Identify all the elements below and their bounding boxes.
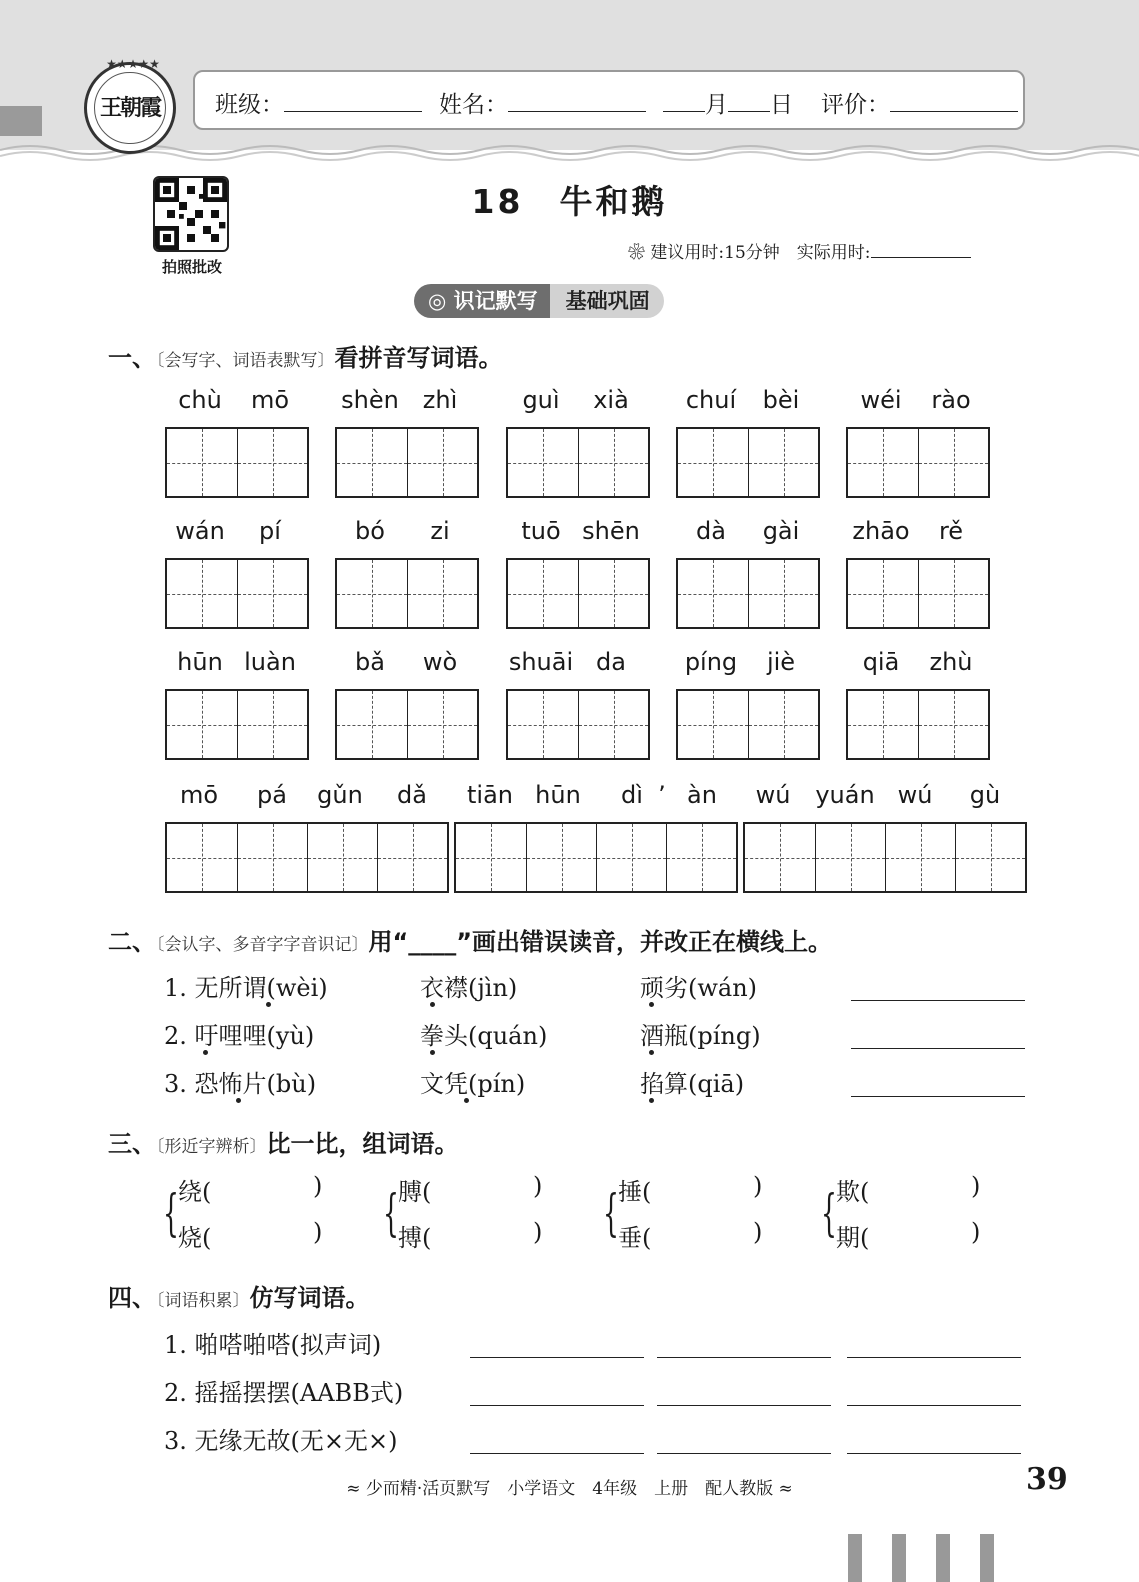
close-paren: ) xyxy=(971,1218,981,1246)
emphasis-dot xyxy=(649,1002,654,1007)
pinyin-syllable: bǎ xyxy=(355,648,385,676)
writing-cell[interactable] xyxy=(456,824,526,891)
answer-line[interactable] xyxy=(657,1357,831,1358)
pinyin-syllable: yuán xyxy=(815,781,875,809)
pinyin-syllable: pá xyxy=(257,781,287,809)
reading-item: 1. 无所谓(wèi) xyxy=(164,974,328,1002)
answer-line[interactable] xyxy=(847,1453,1021,1454)
writing-grid[interactable] xyxy=(846,558,990,629)
writing-cell[interactable] xyxy=(377,824,447,891)
writing-cell[interactable] xyxy=(337,560,407,627)
pinyin-syllable: wò xyxy=(422,648,458,676)
writing-grid-idiom[interactable] xyxy=(743,822,1027,893)
char-compare-item: 烧( xyxy=(178,1224,212,1252)
writing-cell[interactable] xyxy=(237,824,307,891)
answer-line[interactable] xyxy=(847,1405,1021,1406)
pinyin-syllable: zhì xyxy=(422,386,458,414)
char-compare-item: 绕( xyxy=(178,1178,212,1206)
pinyin-syllable: wán xyxy=(175,517,225,545)
close-paren: ) xyxy=(533,1172,543,1200)
writing-cell[interactable] xyxy=(596,824,666,891)
pinyin-syllable: shuāi xyxy=(508,648,574,676)
writing-grid[interactable] xyxy=(335,689,479,760)
writing-grid[interactable] xyxy=(846,427,990,498)
close-paren: ) xyxy=(753,1218,763,1246)
answer-line[interactable] xyxy=(847,1357,1021,1358)
edge-tab xyxy=(0,106,42,136)
writing-cell[interactable] xyxy=(237,691,307,758)
pinyin-syllable: hūn xyxy=(177,648,223,676)
writing-cell[interactable] xyxy=(307,824,377,891)
writing-grid[interactable] xyxy=(506,689,650,760)
char-compare-item: 搏( xyxy=(398,1224,432,1252)
answer-line[interactable] xyxy=(851,1048,1025,1049)
pinyin-syllable: jiè xyxy=(766,648,796,676)
edge-bars xyxy=(848,1534,1018,1582)
reading-item: 掐算(qiā) xyxy=(640,1070,745,1098)
writing-cell[interactable] xyxy=(918,429,988,496)
pinyin-syllable: dà xyxy=(696,517,726,545)
pinyin-syllable: gù xyxy=(969,781,1001,809)
writing-cell[interactable] xyxy=(678,691,748,758)
writing-cell[interactable] xyxy=(167,429,237,496)
writing-cell[interactable] xyxy=(508,429,578,496)
writing-cell[interactable] xyxy=(578,691,648,758)
writing-cell[interactable] xyxy=(918,691,988,758)
writing-cell[interactable] xyxy=(748,429,818,496)
writing-cell[interactable] xyxy=(407,560,477,627)
emphasis-dot xyxy=(430,1050,435,1055)
brace-icon: { xyxy=(383,1184,399,1242)
writing-cell[interactable] xyxy=(526,824,596,891)
close-paren: ) xyxy=(313,1172,323,1200)
stars-icon: ★★★★★ xyxy=(106,57,160,71)
reading-item: 顽劣(wán) xyxy=(640,974,758,1002)
close-paren: ) xyxy=(971,1172,981,1200)
writing-cell[interactable] xyxy=(167,691,237,758)
pinyin-syllable: zhāo xyxy=(852,517,910,545)
time-hint: ❀ 建议用时:15分钟 实际用时: xyxy=(628,238,971,263)
pinyin-syllable: chuí xyxy=(685,386,737,414)
close-paren: ) xyxy=(313,1218,323,1246)
writing-cell[interactable] xyxy=(815,824,885,891)
emphasis-dot xyxy=(203,1050,208,1055)
pinyin-syllable: wéi xyxy=(860,386,902,414)
writing-cell[interactable] xyxy=(237,429,307,496)
writing-cell[interactable] xyxy=(918,560,988,627)
pinyin-syllable: guì xyxy=(522,386,560,414)
reading-item: 文凭(pín) xyxy=(420,1070,526,1098)
logo-text: 王朝霞 xyxy=(99,95,160,121)
imitate-item: 2. 摇摇摆摆(AABB式) xyxy=(164,1379,404,1407)
q1-heading: 一、〔会写字、词语表默写〕看拼音写词语。 xyxy=(108,344,503,372)
pinyin-syllable: bèi xyxy=(762,386,800,414)
brace-icon: { xyxy=(821,1184,837,1242)
reading-item: 衣襟(jìn) xyxy=(420,974,518,1002)
footer-text: ≈ 少而精·活页默写 小学语文 4年级 上册 配人教版 ≈ xyxy=(346,1479,793,1499)
reading-item: 2. 吁哩哩(yù) xyxy=(164,1022,315,1050)
writing-cell[interactable] xyxy=(407,429,477,496)
pinyin-syllable: dì xyxy=(621,781,643,809)
writing-grid[interactable] xyxy=(165,558,309,629)
writing-cell[interactable] xyxy=(748,691,818,758)
answer-line[interactable] xyxy=(657,1453,831,1454)
pinyin-syllable: ’ xyxy=(658,781,666,809)
wave-decoration xyxy=(0,138,1139,168)
pinyin-syllable: dǎ xyxy=(397,781,427,809)
reading-item: 酒瓶(píng) xyxy=(640,1022,761,1050)
pinyin-syllable: luàn xyxy=(244,648,296,676)
pinyin-syllable: píng xyxy=(684,648,738,676)
writing-cell[interactable] xyxy=(508,560,578,627)
date-field[interactable]: 月 日 xyxy=(663,86,793,119)
qr-caption: 拍照批改 xyxy=(161,258,222,276)
eval-field[interactable]: 评价： xyxy=(821,86,1018,119)
writing-cell[interactable] xyxy=(678,560,748,627)
pinyin-syllable: mō xyxy=(179,781,219,809)
answer-line[interactable] xyxy=(851,1096,1025,1097)
writing-cell[interactable] xyxy=(848,429,918,496)
answer-line[interactable] xyxy=(470,1405,644,1406)
pinyin-syllable: chù xyxy=(178,386,222,414)
char-compare-item: 膊( xyxy=(398,1178,432,1206)
page-title: 18 牛和鹅 xyxy=(471,182,668,221)
writing-cell[interactable] xyxy=(237,560,307,627)
writing-cell[interactable] xyxy=(508,691,578,758)
writing-grid[interactable] xyxy=(165,427,309,498)
writing-cell[interactable] xyxy=(337,691,407,758)
pinyin-syllable: shèn xyxy=(341,386,399,414)
emphasis-dot xyxy=(266,1002,271,1007)
pinyin-syllable: shēn xyxy=(582,517,640,545)
emphasis-dot xyxy=(236,1098,241,1103)
writing-cell[interactable] xyxy=(578,429,648,496)
flower-icon: ❀ xyxy=(628,243,645,263)
writing-cell[interactable] xyxy=(167,824,237,891)
pinyin-syllable: bó xyxy=(355,517,385,545)
page-number: 39 xyxy=(1026,1462,1068,1497)
pinyin-syllable: zi xyxy=(430,517,450,545)
writing-cell[interactable] xyxy=(955,824,1025,891)
emphasis-dot xyxy=(649,1050,654,1055)
writing-grid[interactable] xyxy=(676,558,820,629)
pinyin-syllable: gài xyxy=(762,517,800,545)
pinyin-syllable: rào xyxy=(931,386,971,414)
pinyin-syllable: tiān xyxy=(467,781,513,809)
char-compare-item: 欺( xyxy=(836,1178,870,1206)
writing-cell[interactable] xyxy=(748,560,818,627)
close-paren: ) xyxy=(753,1172,763,1200)
pinyin-syllable: tuō xyxy=(521,517,561,545)
emphasis-dot xyxy=(649,1098,654,1103)
char-compare-item: 垂( xyxy=(618,1224,652,1252)
emphasis-dot xyxy=(430,1002,435,1007)
pinyin-syllable: àn xyxy=(687,781,717,809)
writing-grid[interactable] xyxy=(335,427,479,498)
writing-cell[interactable] xyxy=(745,824,815,891)
imitate-item: 3. 无缘无故(无×无×) xyxy=(164,1427,398,1455)
q4-heading: 四、〔词语积累〕仿写词语。 xyxy=(108,1284,370,1312)
name-field[interactable]: 姓名： xyxy=(439,86,646,119)
writing-cell[interactable] xyxy=(848,560,918,627)
writing-cell[interactable] xyxy=(666,824,736,891)
pinyin-syllable: gǔn xyxy=(317,781,363,809)
pinyin-syllable: zhù xyxy=(929,648,973,676)
writing-grid[interactable] xyxy=(846,689,990,760)
writing-grid-idiom[interactable] xyxy=(454,822,738,893)
writing-cell[interactable] xyxy=(578,560,648,627)
writing-cell[interactable] xyxy=(678,429,748,496)
writing-grid-idiom[interactable] xyxy=(165,822,449,893)
writing-grid[interactable] xyxy=(676,427,820,498)
brace-icon: { xyxy=(163,1184,179,1242)
writing-cell[interactable] xyxy=(407,691,477,758)
student-info-box xyxy=(193,70,1025,130)
writing-grid[interactable] xyxy=(506,427,650,498)
writing-cell[interactable] xyxy=(885,824,955,891)
medal-icon: ◎ xyxy=(428,289,447,313)
q2-heading: 二、〔会认字、多音字字音识记〕用“____”画出错误读音，并改正在横线上。 xyxy=(108,928,833,956)
reading-item: 拳头(quán) xyxy=(420,1022,548,1050)
imitate-item: 1. 啪嗒啪嗒(拟声词) xyxy=(164,1331,382,1359)
writing-cell[interactable] xyxy=(337,429,407,496)
class-field[interactable]: 班级： xyxy=(215,86,422,119)
pinyin-syllable: qiā xyxy=(862,648,900,676)
answer-line[interactable] xyxy=(851,1000,1025,1001)
char-compare-item: 捶( xyxy=(618,1178,652,1206)
pinyin-syllable: hūn xyxy=(535,781,581,809)
writing-cell[interactable] xyxy=(167,560,237,627)
answer-line[interactable] xyxy=(657,1405,831,1406)
answer-line[interactable] xyxy=(470,1453,644,1454)
brace-icon: { xyxy=(603,1184,619,1242)
reading-item: 3. 恐怖片(bù) xyxy=(164,1070,317,1098)
answer-line[interactable] xyxy=(470,1357,644,1358)
brand-logo xyxy=(84,57,176,154)
q3-heading: 三、〔形近字辨析〕比一比，组词语。 xyxy=(108,1130,459,1158)
pinyin-syllable: rě xyxy=(938,517,964,545)
writing-cell[interactable] xyxy=(848,691,918,758)
pinyin-syllable: wú xyxy=(897,781,933,809)
writing-grid[interactable] xyxy=(335,558,479,629)
pinyin-syllable: mō xyxy=(250,386,290,414)
char-compare-item: 期( xyxy=(836,1224,870,1252)
writing-grid[interactable] xyxy=(506,558,650,629)
pinyin-syllable: wú xyxy=(755,781,791,809)
section-badge: ◎ 识记默写 基础巩固 xyxy=(414,284,664,318)
writing-grid[interactable] xyxy=(676,689,820,760)
emphasis-dot xyxy=(464,1098,469,1103)
close-paren: ) xyxy=(533,1218,543,1246)
pinyin-syllable: xià xyxy=(593,386,629,414)
pinyin-syllable: pí xyxy=(259,517,281,545)
writing-grid[interactable] xyxy=(165,689,309,760)
pinyin-syllable: da xyxy=(596,648,626,676)
